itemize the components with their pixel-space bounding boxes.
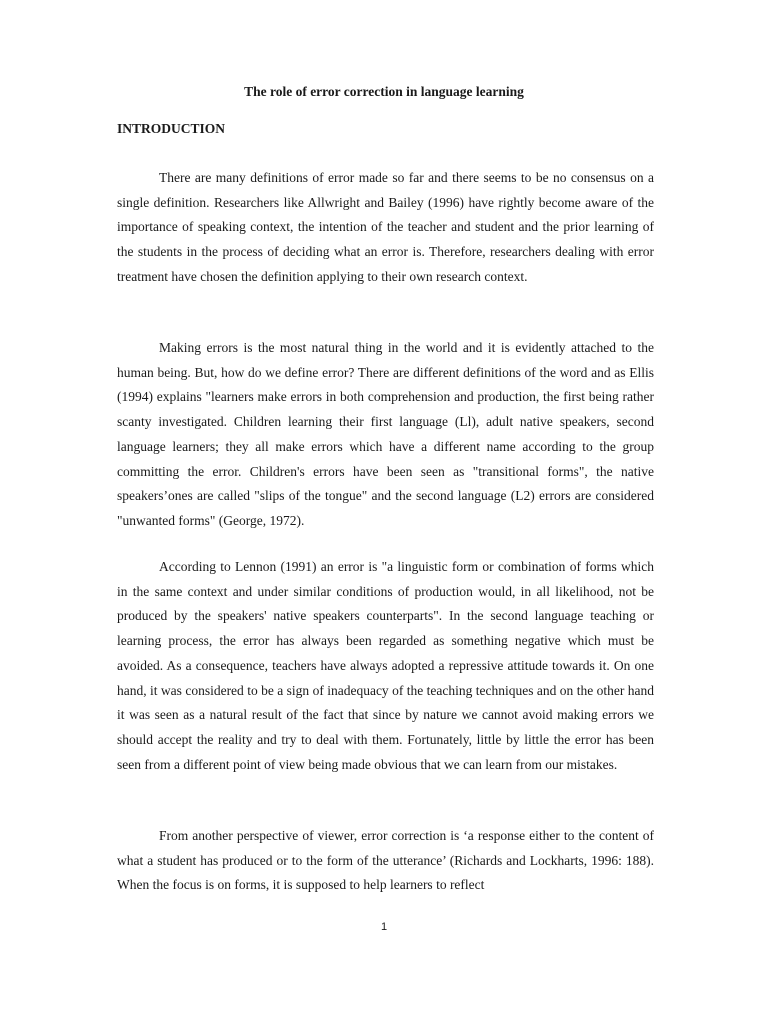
document-title: The role of error correction in language learning: [244, 84, 524, 99]
paragraph: There are many definitions of error made so far and there seems to be no consensus on a single definition. Researchers like Allwright and Bailey (1996) have rightly become aware of the importance of speaking context, the intention of the teacher and student and the prior learning of the students in the process of deciding what an error is. Therefore, researchers dealing with error treatment have chosen the definition applying to their own research context.: [117, 170, 654, 284]
page-number: 1: [380, 921, 388, 933]
paragraph: Making errors is the most natural thing in the world and it is evidently attached to the human being. But, how do we define error? There are different definitions of the word and as Ellis (1994) explains "learners make errors in both comprehension and production, the first being rather scanty investigated. Children learning their first language (Ll), adult native speakers, second language learners; they all make errors which have a different name according to the group committing the error. Children's errors have been seen as "transitional forms", the native speakers’ones are called "slips of the tongue" and the second language (L2) errors are considered "unwanted forms" (George, 1972).: [117, 340, 654, 528]
paragraph: According to Lennon (1991) an error is "a linguistic form or combination of forms which in the same context and under similar conditions of production would, in all likelihood, not be produced by the speakers' native speakers counterparts". In the second language teaching or learning process, the error has always been regarded as something negative which must be avoided. As a consequence, teachers have always adopted a repressive attitude towards it. On one hand, it was considered to be a sign of inadequacy of the teaching techniques and on the other hand it was seen as a natural result of the fact that since by nature we cannot avoid making errors we should accept the reality and try to deal with them. Fortunately, little by little the error has been seen from a different point of view being made obvious that we can learn from our mistakes.: [117, 559, 654, 772]
section-heading: INTRODUCTION: [117, 121, 226, 136]
paragraph: From another perspective of viewer, error correction is ‘a response either to the content of what a student has produced or to the form of the utterance’ (Richards and Lockharts, 1996: 188). When the focus is on forms, it is supposed to help learners to reflect: [117, 828, 654, 893]
